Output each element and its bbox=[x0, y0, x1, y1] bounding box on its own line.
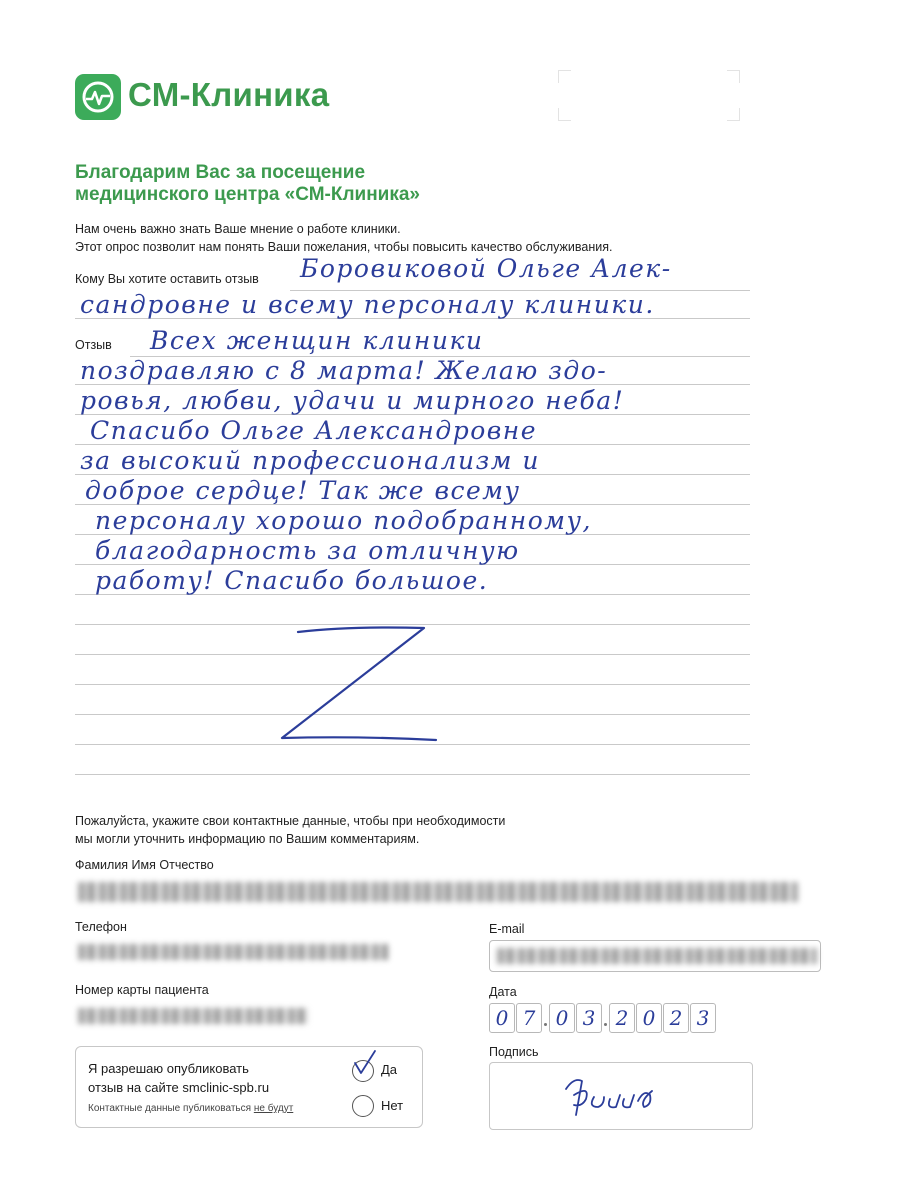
intro-text bbox=[75, 220, 795, 256]
z-symbol-drawing bbox=[270, 620, 450, 750]
email-value-redacted bbox=[497, 948, 817, 964]
contact-intro-line: Пожалуйста, укажите свои контактные данные, чтобы при необходимости bbox=[75, 814, 506, 828]
date-separator bbox=[604, 1023, 607, 1026]
stamp-area-corner bbox=[558, 70, 571, 83]
date-digit-cell[interactable]: 7 bbox=[516, 1003, 542, 1033]
review-handwriting[interactable]: доброе сердце! Так же всему bbox=[85, 476, 521, 505]
recipient-label: Кому Вы хотите оставить отзыв bbox=[75, 272, 259, 286]
consent-no-radio[interactable] bbox=[352, 1095, 374, 1117]
full-name-field-redacted[interactable] bbox=[78, 882, 798, 902]
stamp-area-corner bbox=[558, 108, 571, 121]
publish-consent-box bbox=[75, 1046, 423, 1128]
review-handwriting[interactable]: за высокий профессионализм и bbox=[80, 446, 541, 475]
stamp-area-corner bbox=[727, 108, 740, 121]
stamp-area-corner bbox=[727, 70, 740, 83]
review-handwriting[interactable]: Всех женщин клиники bbox=[150, 326, 484, 355]
review-handwriting[interactable]: ровья, любви, удачи и мирного неба! bbox=[80, 386, 625, 415]
phone-field-redacted[interactable] bbox=[78, 944, 388, 960]
consent-text-line: Я разрешаю опубликовать bbox=[88, 1061, 249, 1076]
date-label: Дата bbox=[489, 985, 517, 999]
consent-note bbox=[88, 1103, 293, 1114]
consent-text bbox=[88, 1059, 269, 1097]
handwritten-check-mark bbox=[349, 1049, 379, 1079]
full-name-label: Фамилия Имя Отчество bbox=[75, 858, 214, 872]
consent-yes-radio[interactable] bbox=[352, 1060, 374, 1082]
ruled-line bbox=[75, 774, 750, 775]
patient-card-field-redacted[interactable] bbox=[78, 1008, 308, 1024]
patient-card-label: Номер карты пациента bbox=[75, 983, 209, 997]
brand-name: СМ-Клиника bbox=[128, 76, 330, 113]
date-digit-cell[interactable]: 0 bbox=[549, 1003, 575, 1033]
review-handwriting[interactable]: работу! Спасибо большое. bbox=[95, 566, 489, 595]
review-handwriting[interactable]: благодарность за отличную bbox=[95, 536, 520, 565]
consent-note-emphasis: не будут bbox=[253, 1103, 294, 1114]
form-title-line: Благодарим Вас за посещение bbox=[75, 162, 366, 183]
intro-line: Этот опрос позволит нам понять Ваши пожелания, чтобы повысить качество обслуживания. bbox=[75, 240, 613, 254]
date-separator bbox=[544, 1023, 547, 1026]
consent-no-label[interactable]: Нет bbox=[381, 1098, 404, 1113]
date-digit-cell[interactable]: 3 bbox=[576, 1003, 602, 1033]
review-handwriting[interactable]: персоналу хорошо подобранному, bbox=[95, 506, 592, 535]
recipient-handwriting[interactable]: Боровиковой Ольге Алек- bbox=[300, 254, 672, 283]
date-digit-cell[interactable]: 0 bbox=[636, 1003, 662, 1033]
date-digit-cell[interactable]: 2 bbox=[663, 1003, 689, 1033]
consent-yes-label[interactable]: Да bbox=[381, 1062, 398, 1077]
consent-text-line: отзыв на сайте smclinic-spb.ru bbox=[88, 1080, 270, 1095]
email-label: E-mail bbox=[489, 922, 525, 936]
signature-label: Подпись bbox=[489, 1045, 539, 1059]
form-title bbox=[75, 162, 675, 206]
contact-intro-line: мы могли уточнить информацию по Вашим комментариям. bbox=[75, 832, 420, 846]
recipient-handwriting[interactable]: сандровне и всему персоналу клиники. bbox=[80, 290, 655, 319]
date-digit-cell[interactable]: 0 bbox=[489, 1003, 515, 1033]
consent-note-text: Контактные данные публиковаться bbox=[88, 1103, 254, 1114]
contact-intro bbox=[75, 812, 635, 848]
review-handwriting[interactable]: поздравляю с 8 марта! Желаю здо- bbox=[80, 356, 608, 385]
brand-logo-icon bbox=[75, 74, 121, 120]
form-title-line: медицинского центра «СМ-Клиника» bbox=[75, 184, 420, 205]
date-digit-cell[interactable]: 2 bbox=[609, 1003, 635, 1033]
signature-field[interactable] bbox=[489, 1062, 753, 1130]
review-handwriting[interactable]: Спасибо Ольге Александровне bbox=[90, 416, 538, 445]
review-label: Отзыв bbox=[75, 338, 112, 352]
phone-label: Телефон bbox=[75, 920, 127, 934]
handwritten-signature bbox=[560, 1071, 680, 1121]
date-digit-cell[interactable]: 3 bbox=[690, 1003, 716, 1033]
intro-line: Нам очень важно знать Ваше мнение о работе клиники. bbox=[75, 222, 401, 236]
